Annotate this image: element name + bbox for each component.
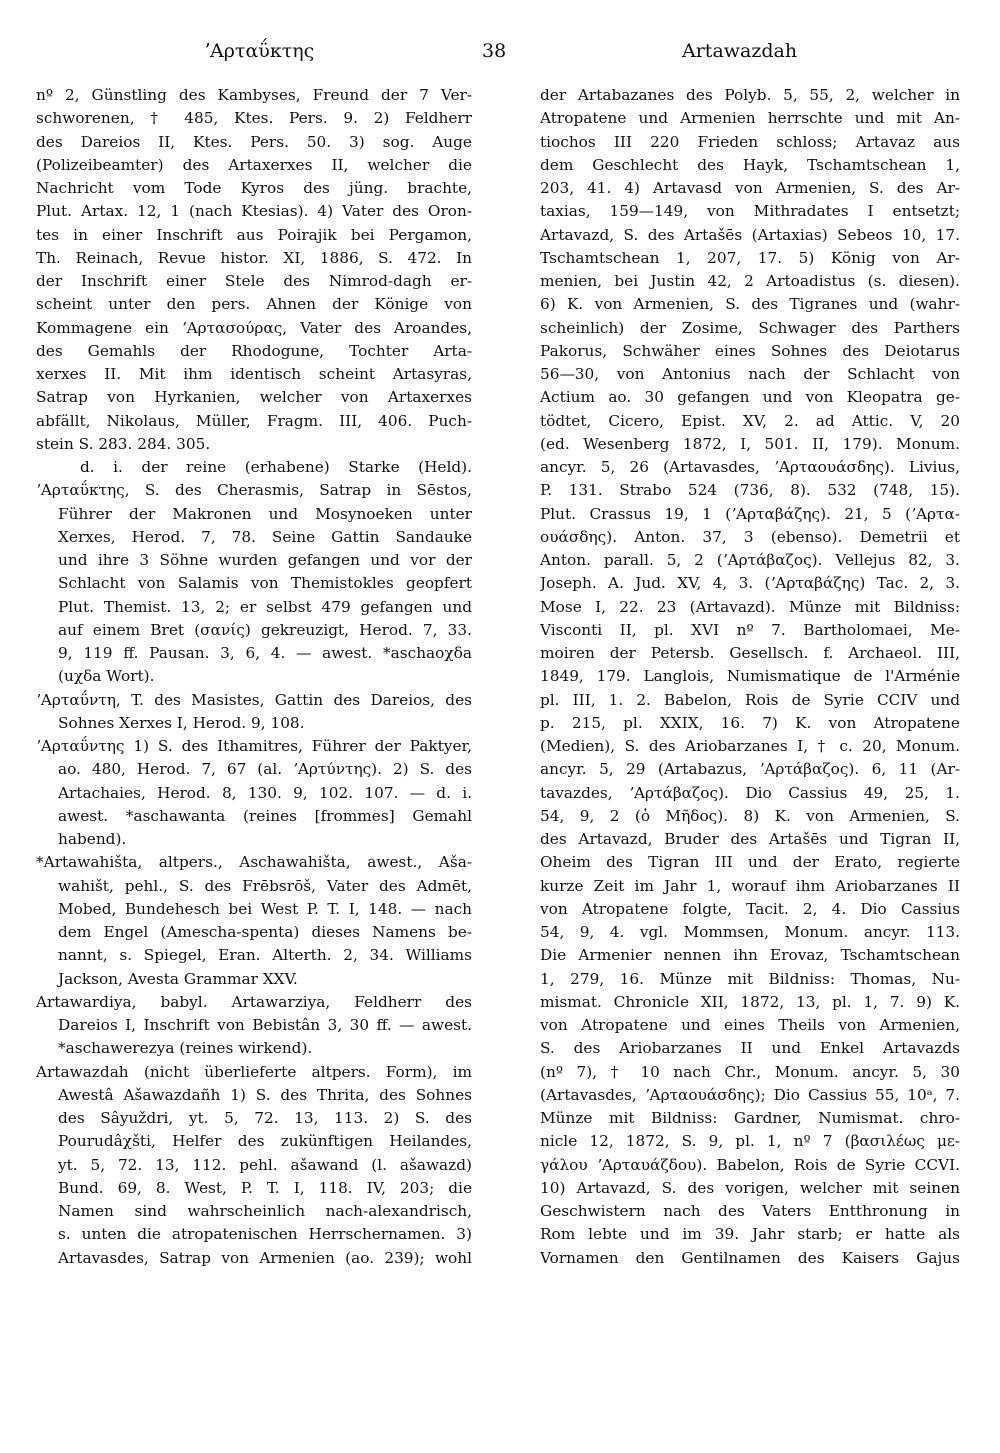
text-line: Mobed, Bundehesch bei West P. T. I, 148. — nach (58, 899, 472, 918)
text-line: stein S. 283. 284. 305. (36, 434, 211, 453)
text-line: Xerxes, Herod. 7, 78. Seine Gattin Sandauke (58, 527, 472, 546)
text-line: γάλου ʼΑρταυάζδου). Babelon, Rois de Syrie CCVI. (540, 1155, 960, 1174)
text-line: Nachricht vom Tode Kyros des jüng. brachte, (36, 179, 472, 197)
text-line: ancyr. 5, 26 (Artavasdes, ʼΑρταουάσδης). Livius, (540, 458, 960, 476)
text-line: 1, 279, 16. Münze mit Bildniss: Thomas, Nu- (540, 969, 960, 988)
text-line: 1849, 179. Langlois, Numismatique de l'Arménie (540, 667, 960, 686)
text-line: (nº 7), † 10 nach Chr., Monum. ancyr. 5, 30 (540, 1062, 960, 1081)
text-line: taxias, 159—149, von Mithradates I entsetzt; (540, 202, 960, 221)
text-line: 54, 9, 2 (ὁ Μῆδος). 8) K. von Armenien, S. (540, 806, 960, 825)
text-line: p. 215, pl. XXIX, 16. 7) K. von Atropatene (540, 713, 960, 732)
text-line: xerxes II. Mit ihm identisch scheint Artasyras, (36, 365, 472, 383)
text-line: (Polizeibeamter) des Artaxerxes II, welcher die (36, 155, 472, 174)
text-line: ʼΑρταΰντη, T. des Masistes, Gattin des Dareios, des (36, 690, 472, 709)
text-line: Awestâ Ašawazdañh 1) S. des Thrita, des Sohnes (58, 1085, 472, 1104)
text-line: Artavasdes, Satrap von Armenien (ao. 239); wohl (58, 1248, 472, 1267)
text-line: ʼΑρταΰντης 1) S. des Ithamitres, Führer der Paktyer, (36, 737, 472, 755)
text-line: (uχδa Wort). (58, 667, 155, 686)
text-line: der Artabazanes des Polyb. 5, 55, 2, welcher in (540, 86, 960, 104)
text-line: Artachaies, Herod. 8, 130. 9, 102. 107. — d. i. (58, 783, 472, 802)
text-line: Artavazd, S. des Artašēs (Artaxias) Sebeos 10, 17. (540, 225, 960, 244)
text-line: (ed. Wesenberg 1872, I, 501. II, 179). Monum. (540, 434, 960, 453)
text-line: Joseph. A. Jud. XV, 4, 3. (ʼΑρταβάζης) Tac. 2, 3. (540, 574, 960, 593)
text-line: Geschwistern nach des Vaters Entthronung in (540, 1202, 960, 1220)
text-line: Plut. Artax. 12, 1 (nach Ktesias). 4) Vater des Oron- (36, 202, 472, 221)
text-line: menien, bei Justin 42, 2 Artoadistus (s. diesen). (540, 272, 960, 290)
text-line: *aschawerezya (reines wirkend). (58, 1039, 313, 1058)
text-line: Satrap von Hyrkanien, welcher von Artaxerxes (36, 388, 472, 407)
text-line: mismat. Chronicle XII, 1872, 13, pl. 1, 7. 9) K. (540, 992, 960, 1011)
text-line: Kommagene ein ʼΑρτασούρας, Vater des Aroandes, (36, 318, 472, 337)
text-line: Artawazdah (nicht überlieferte altpers. Form), im (36, 1062, 472, 1081)
text-line: Tschamtschean 1, 207, 17. 5) König von Ar- (540, 248, 960, 267)
header-right-entry: Artawazdah (682, 40, 798, 62)
text-line: tavazdes, ʼΑρτάβαζος). Dio Cassius 49, 25, 1. (540, 783, 960, 802)
text-line: wahišt, pehl., S. des Frēbsrōš, Vater des Admēt, (58, 876, 472, 895)
text-line: abfällt, Nikolaus, Müller, Fragm. III, 406. Puch- (36, 411, 472, 430)
running-header (36, 40, 964, 70)
text-line: Bund. 69, 8. West, P. T. I, 118. IV, 203; die (58, 1178, 472, 1197)
text-line: 9, 119 ff. Pausan. 3, 6, 4. — awest. *aschaoχδa (58, 644, 472, 662)
text-line: Jackson, Avesta Grammar XXV. (58, 969, 298, 988)
text-line: und ihre 3 Söhne wurden gefangen und vor der (58, 551, 472, 569)
text-line: dem Engel (Amescha-spenta) dieses Namens be- (58, 923, 472, 941)
text-line: Pakorus, Schwäher eines Sohnes des Deiotarus (540, 341, 960, 360)
text-line: der Inschrift einer Stele des Nimrod-dagh er- (36, 272, 472, 290)
text-line: scheint unter den pers. Ahnen der Könige von (36, 295, 472, 314)
text-line: Th. Reinach, Revue histor. XI, 1886, S. 472. In (36, 248, 472, 267)
text-line: 203, 41. 4) Artavasd von Armenien, S. des Ar- (540, 179, 960, 197)
text-line: 56—30, von Antonius nach der Schlacht von (540, 365, 960, 383)
text-line: Anton. parall. 5, 2 (ʼΑρτάβαζος). Vellejus 82, 3. (540, 551, 960, 569)
text-line: (Artavasdes, ʼΑρταουάσδης); Dio Cassius 55, 10ᵃ, 7. (540, 1085, 960, 1104)
text-line: Vornamen den Gentilnamen des Kaisers Gajus (540, 1248, 960, 1267)
text-line: tes in einer Inschrift aus Poirajik bei Pergamon, (36, 225, 472, 244)
text-line: Pourudâχšti, Helfer des zukünftigen Heilandes, (58, 1132, 472, 1151)
text-line: habend). (58, 830, 127, 848)
text-line: *Artawahišta, altpers., Aschawahišta, awest., Aša- (36, 853, 472, 872)
text-line: ουάσδης). Anton. 37, 3 (ebenso). Demetrii et (540, 527, 960, 546)
text-line: nannt, s. Spiegel, Eran. Alterth. 2, 34. Williams (58, 946, 472, 965)
right-column (540, 84, 960, 1270)
text-line: Visconti II, pl. XVI nº 7. Bartholomaei, Me- (540, 620, 960, 639)
text-line: Die Armenier nennen ihn Erovaz, Tschamtschean (540, 946, 960, 965)
text-line: Actium ao. 30 gefangen und von Kleopatra ge- (540, 388, 960, 407)
text-line: awest. *aschawanta (reines [frommes] Gemahl (58, 806, 472, 825)
text-line: Führer der Makronen und Mosynoeken unter (58, 504, 472, 523)
text-line: dem Geschlecht des Hayk, Tschamtschean 1, (540, 155, 960, 174)
text-line: ʼΑρταΰκτης, S. des Cherasmis, Satrap in Sēstos, (36, 481, 472, 500)
text-line: S. des Ariobarzanes II und Enkel Artavazds (540, 1039, 960, 1058)
text-line: d. i. der reine (erhabene) Starke (Held). (80, 458, 472, 476)
text-line: Sohnes Xerxes I, Herod. 9, 108. (58, 713, 305, 732)
text-line: Oheim des Tigran III und der Erato, regierte (540, 853, 960, 872)
text-line: 54, 9, 4. vgl. Mommsen, Monum. ancyr. 113. (540, 923, 960, 941)
text-line: scheinlich) der Zosime, Schwager des Parthers (540, 318, 960, 337)
text-line: pl. III, 1. 2. Babelon, Rois de Syrie CCIV und (540, 690, 960, 709)
text-line: ao. 480, Herod. 7, 67 (al. ʼΑρτύντης). 2) S. des (58, 760, 472, 779)
text-line: von Atropatene und eines Theils von Armenien, (540, 1016, 960, 1034)
text-line: nicle 12, 1872, S. 9, pl. 1, nº 7 (βασιλέως με- (540, 1132, 960, 1151)
text-line: Schlacht von Salamis von Themistokles geopfert (58, 574, 472, 593)
page-number: 38 (482, 40, 507, 62)
text-line: des Dareios II, Ktes. Pers. 50. 3) sog. Auge (36, 132, 472, 151)
text-line: Plut. Crassus 19, 1 (ʼΑρταβάζης). 21, 5 (ʼΑρτα- (540, 504, 960, 523)
text-line: yt. 5, 72. 13, 112. pehl. ašawand (l. ašawazd) (58, 1155, 472, 1174)
text-line: 6) K. von Armenien, S. des Tigranes und (wahr- (540, 295, 960, 314)
text-line: Rom lebte und im 39. Jahr starb; er hatte als (540, 1225, 960, 1244)
text-line: von Atropatene folgte, Tacit. 2, 4. Dio Cassius (540, 899, 960, 918)
text-line: schworenen, † 485, Ktes. Pers. 9. 2) Feldherr (36, 109, 472, 128)
text-line: 10) Artavazd, S. des vorigen, welcher mit seinen (540, 1178, 960, 1197)
text-line: Artawardiya, babyl. Artawarziya, Feldherr des (36, 992, 472, 1011)
text-line: kurze Zeit im Jahr 1, worauf ihm Ariobarzanes II (540, 876, 960, 895)
text-line: Münze mit Bildniss: Gardner, Numismat. chro- (540, 1109, 960, 1127)
text-line: des Sâyuždri, yt. 5, 72. 13, 113. 2) S. des (58, 1109, 472, 1127)
text-line: Mose I, 22. 23 (Artavazd). Münze mit Bildniss: (540, 597, 960, 616)
text-line: P. 131. Strabo 524 (736, 8). 532 (748, 15). (540, 481, 960, 500)
left-column (36, 84, 472, 1270)
text-line: Atropatene und Armenien herrschte und mit An- (540, 109, 960, 128)
text-line: Plut. Themist. 13, 2; er selbst 479 gefangen und (58, 597, 472, 616)
text-line: auf einem Bret (σανίς) gekreuzigt, Herod. 7, 33. (58, 620, 472, 639)
text-line: des Artavazd, Bruder des Artašēs und Tigran II, (540, 830, 960, 848)
text-line: tiochos III 220 Frieden schloss; Artavaz aus (540, 132, 960, 151)
text-line: ancyr. 5, 29 (Artabazus, ʼΑρτάβαζος). 6, 11 (Ar- (540, 760, 960, 779)
header-left-entry: ʼΑρταΰκτης (204, 40, 315, 62)
text-line: Namen sind wahrscheinlich nach-alexandrisch, (58, 1202, 472, 1220)
text-line: Dareios I, Inschrift von Bebistân 3, 30 ff. — awest. (58, 1016, 472, 1034)
text-line: nº 2, Günstling des Kambyses, Freund der 7 Ver- (36, 86, 472, 104)
text-line: moiren der Petersb. Gesellsch. f. Archaeol. III, (540, 644, 960, 662)
text-line: (Medien), S. des Ariobarzanes I, † c. 20, Monum. (540, 737, 960, 755)
text-line: s. unten die atropatenischen Herrschernamen. 3) (58, 1225, 472, 1244)
text-line: tödtet, Cicero, Epist. XV, 2. ad Attic. V, 20 (540, 411, 960, 430)
text-line: des Gemahls der Rhodogune, Tochter Arta- (36, 341, 472, 360)
